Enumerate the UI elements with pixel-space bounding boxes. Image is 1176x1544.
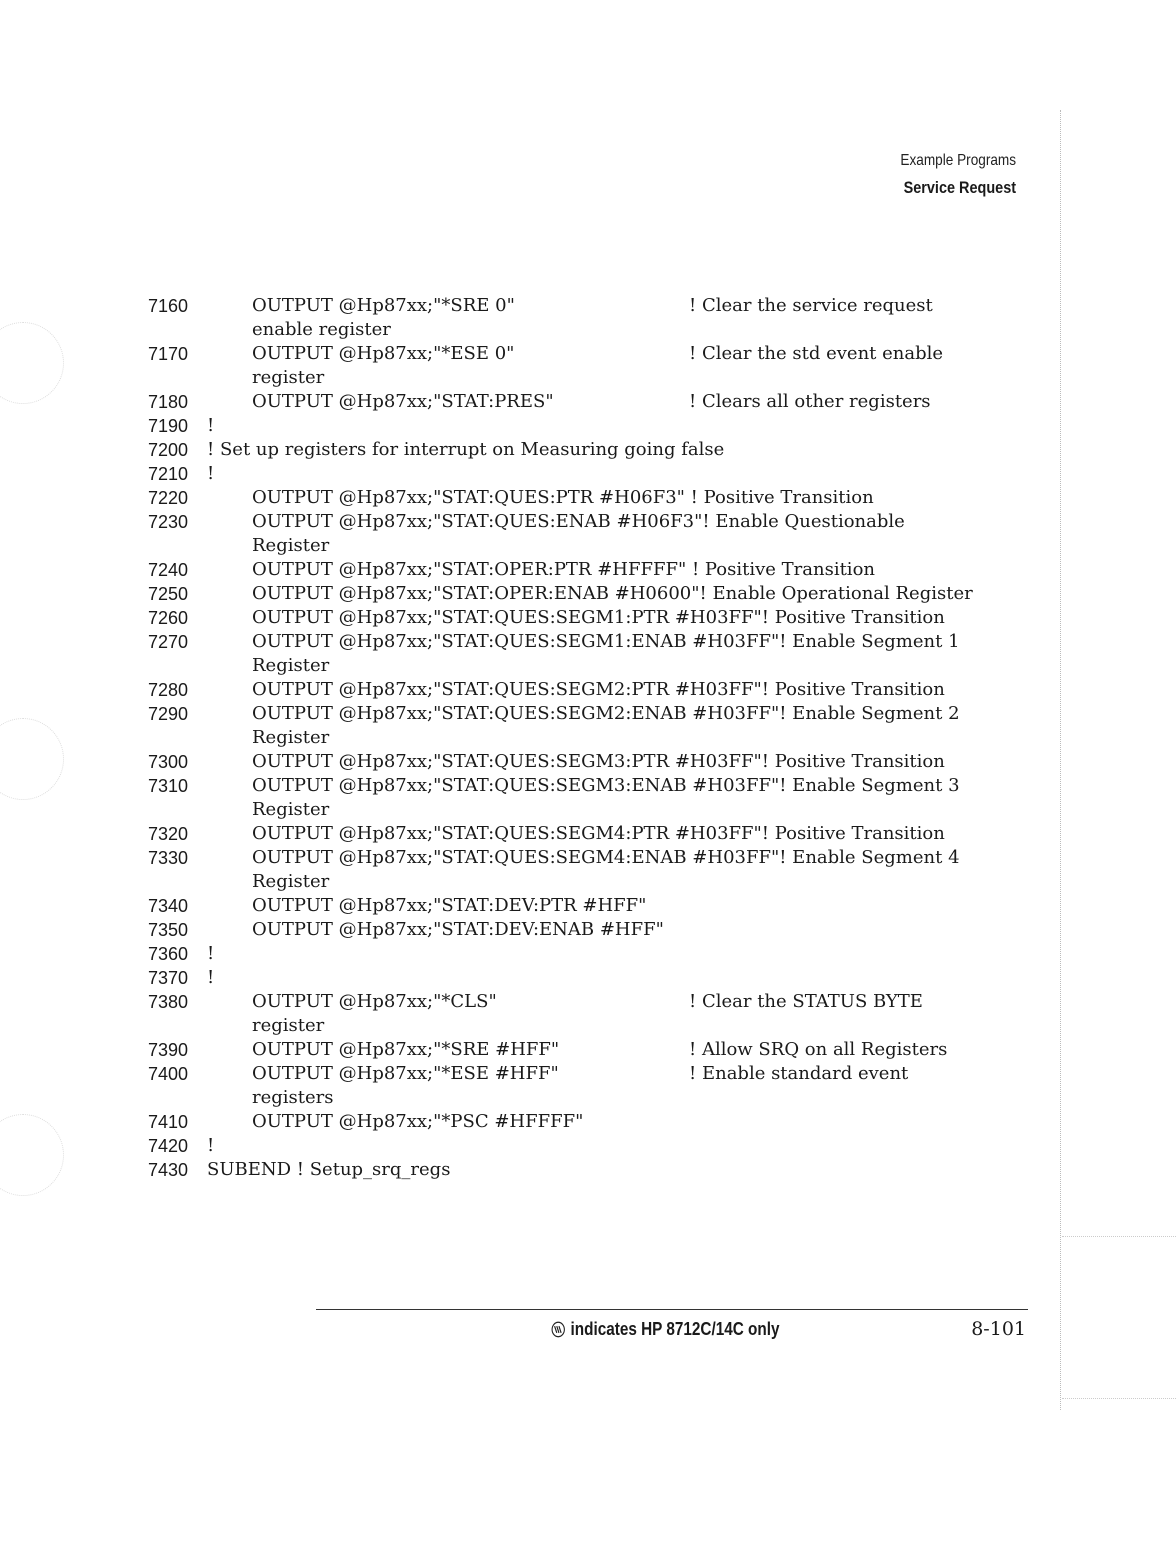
footer-note: [551, 1319, 779, 1340]
code-text: register: [252, 367, 325, 388]
code-line: [148, 822, 1048, 846]
code-text: OUTPUT @Hp87xx;"*SRE #HFF": [252, 1039, 560, 1060]
line-number: 7200: [148, 440, 189, 460]
code-line: [148, 438, 1048, 462]
code-line: [148, 1110, 1048, 1134]
hp-logo-icon: [551, 1321, 565, 1338]
code-text: OUTPUT @Hp87xx;"STAT:QUES:SEGM2:PTR #H03FF"! Positive Transition: [252, 679, 945, 700]
code-comment: ! Clear the service request: [689, 295, 933, 316]
code-line: [148, 966, 1048, 990]
code-line: [148, 366, 1048, 390]
code-text: OUTPUT @Hp87xx;"STAT:QUES:SEGM3:PTR #H03FF"! Positive Transition: [252, 751, 945, 772]
code-text: register: [252, 1015, 325, 1036]
code-text: OUTPUT @Hp87xx;"STAT:QUES:SEGM3:ENAB #H03FF"! Enable Segment 3: [252, 775, 960, 796]
code-text: OUTPUT @Hp87xx;"STAT:DEV:ENAB #HFF": [252, 919, 664, 940]
scan-edge: [1060, 110, 1061, 1410]
code-listing: [148, 294, 1048, 1182]
line-number: 7280: [148, 680, 189, 700]
line-number: 7390: [148, 1040, 189, 1060]
code-text: OUTPUT @Hp87xx;"STAT:DEV:PTR #HFF": [252, 895, 647, 916]
footer-rule: [316, 1309, 1028, 1310]
code-line: [148, 798, 1048, 822]
comment-mark: !: [207, 1135, 215, 1156]
line-number: 7270: [148, 632, 189, 652]
code-line: [148, 462, 1048, 486]
code-text: OUTPUT @Hp87xx;"STAT:QUES:SEGM2:ENAB #H03FF"! Enable Segment 2: [252, 703, 960, 724]
line-number: 7220: [148, 488, 189, 508]
line-number: 7400: [148, 1064, 189, 1084]
code-line: [148, 414, 1048, 438]
code-text: SUBEND ! Setup_srq_regs: [207, 1159, 451, 1180]
code-line: [148, 486, 1048, 510]
line-number: 7230: [148, 512, 189, 532]
code-comment: ! Enable standard event: [689, 1063, 909, 1084]
line-number: 7180: [148, 392, 189, 412]
code-line: [148, 894, 1048, 918]
line-number: 7420: [148, 1136, 189, 1156]
comment-mark: !: [207, 415, 215, 436]
line-number: 7320: [148, 824, 189, 844]
code-line: [148, 1014, 1048, 1038]
line-number: 7310: [148, 776, 189, 796]
page-number: 8-101: [971, 1318, 1026, 1340]
page-header: [880, 152, 1016, 198]
code-text: Register: [252, 799, 330, 820]
line-number: 7300: [148, 752, 189, 772]
comment-mark: !: [207, 463, 215, 484]
line-number: 7170: [148, 344, 189, 364]
section-title: Service Request: [903, 178, 1016, 197]
code-line: [148, 1134, 1048, 1158]
line-number: 7350: [148, 920, 189, 940]
code-line: [148, 606, 1048, 630]
code-line: [148, 630, 1048, 654]
line-number: 7240: [148, 560, 189, 580]
code-text: ! Set up registers for interrupt on Measuring going false: [207, 439, 725, 460]
code-line: [148, 1062, 1048, 1086]
code-line: [148, 918, 1048, 942]
code-text: OUTPUT @Hp87xx;"STAT:OPER:ENAB #H0600"! Enable Operational Register: [252, 583, 973, 604]
code-line: [148, 1158, 1048, 1182]
code-text: OUTPUT @Hp87xx;"*PSC #HFFFF": [252, 1111, 584, 1132]
code-line: [148, 702, 1048, 726]
line-number: 7210: [148, 464, 189, 484]
code-line: [148, 942, 1048, 966]
code-comment: ! Allow SRQ on all Registers: [689, 1039, 948, 1060]
comment-mark: !: [207, 943, 215, 964]
comment-mark: !: [207, 967, 215, 988]
scan-edge-tick: [1062, 1236, 1176, 1237]
line-number: 7330: [148, 848, 189, 868]
line-number: 7250: [148, 584, 189, 604]
code-text: OUTPUT @Hp87xx;"STAT:QUES:SEGM4:ENAB #H03FF"! Enable Segment 4: [252, 847, 960, 868]
code-comment: ! Clears all other registers: [689, 391, 931, 412]
code-text: OUTPUT @Hp87xx;"*ESE 0": [252, 343, 515, 364]
punch-hole: [0, 1114, 64, 1196]
code-text: OUTPUT @Hp87xx;"STAT:QUES:SEGM1:PTR #H03FF"! Positive Transition: [252, 607, 945, 628]
code-line: [148, 726, 1048, 750]
code-line: [148, 774, 1048, 798]
line-number: 7410: [148, 1112, 189, 1132]
code-line: [148, 654, 1048, 678]
punch-hole: [0, 718, 64, 800]
line-number: 7340: [148, 896, 189, 916]
code-line: [148, 678, 1048, 702]
line-number: 7160: [148, 296, 189, 316]
code-text: Register: [252, 535, 330, 556]
line-number: 7260: [148, 608, 189, 628]
code-line: [148, 870, 1048, 894]
code-line: [148, 294, 1048, 318]
code-line: [148, 1038, 1048, 1062]
code-line: [148, 318, 1048, 342]
code-text: OUTPUT @Hp87xx;"STAT:QUES:PTR #H06F3" ! Positive Transition: [252, 487, 874, 508]
code-text: OUTPUT @Hp87xx;"STAT:QUES:SEGM4:PTR #H03FF"! Positive Transition: [252, 823, 945, 844]
line-number: 7370: [148, 968, 189, 988]
line-number: 7190: [148, 416, 189, 436]
code-comment: ! Clear the STATUS BYTE: [689, 991, 923, 1012]
code-text: Register: [252, 655, 330, 676]
code-line: [148, 390, 1048, 414]
code-line: [148, 342, 1048, 366]
code-line: [148, 990, 1048, 1014]
code-line: [148, 558, 1048, 582]
code-line: [148, 1086, 1048, 1110]
line-number: 7380: [148, 992, 189, 1012]
code-line: [148, 582, 1048, 606]
code-line: [148, 750, 1048, 774]
code-text: Register: [252, 871, 330, 892]
code-text: enable register: [252, 319, 391, 340]
code-text: OUTPUT @Hp87xx;"STAT:QUES:ENAB #H06F3"! Enable Questionable: [252, 511, 905, 532]
scan-edge-tick: [1062, 1398, 1176, 1399]
punch-hole: [0, 322, 64, 404]
code-text: OUTPUT @Hp87xx;"STAT:QUES:SEGM1:ENAB #H03FF"! Enable Segment 1: [252, 631, 960, 652]
code-line: [148, 510, 1048, 534]
line-number: 7360: [148, 944, 189, 964]
code-text: OUTPUT @Hp87xx;"STAT:PRES": [252, 391, 554, 412]
code-line: [148, 846, 1048, 870]
line-number: 7290: [148, 704, 189, 724]
code-text: OUTPUT @Hp87xx;"*SRE 0": [252, 295, 515, 316]
footer-note-text: indicates HP 8712C/14C only: [570, 1319, 780, 1339]
code-text: registers: [252, 1087, 334, 1108]
code-comment: ! Clear the std event enable: [689, 343, 944, 364]
section-label: Example Programs: [900, 152, 1016, 169]
code-text: OUTPUT @Hp87xx;"*CLS": [252, 991, 497, 1012]
code-text: OUTPUT @Hp87xx;"*ESE #HFF": [252, 1063, 559, 1084]
code-text: OUTPUT @Hp87xx;"STAT:OPER:PTR #HFFFF" ! Positive Transition: [252, 559, 875, 580]
code-text: Register: [252, 727, 330, 748]
code-line: [148, 534, 1048, 558]
line-number: 7430: [148, 1160, 189, 1180]
